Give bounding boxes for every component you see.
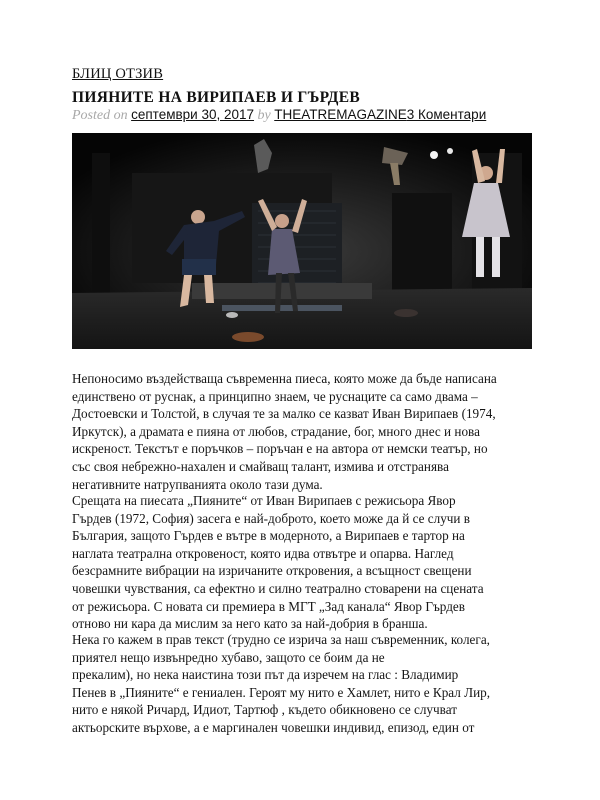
- paragraph-line: нито е някой Ричард, Идиот, Тартюф , където обикновено се случват: [72, 702, 457, 718]
- paragraph-line: приятел нещо извънредно хубаво, защото се боим да не: [72, 649, 385, 665]
- paragraph-line: Непоносимо въздействаща съвременна пиеса, която може да бъде написана: [72, 371, 497, 386]
- post-date-link[interactable]: септември 30, 2017: [131, 107, 255, 122]
- stage-scene-image: [72, 133, 532, 349]
- author-link[interactable]: THEATREMAGAZINE: [274, 107, 407, 122]
- paragraph-3: [72, 631, 532, 737]
- article-title: ПИЯНИТЕ НА ВИРИПАЕВ И ГЪРДЕВ: [72, 89, 361, 106]
- paragraph-line: наглата театрална откровеност, която идва отвътре и опарва. Наглед: [72, 545, 454, 561]
- paragraph-line: единствено от руснак, а принципно знаем, че руснаците са само двама –: [72, 388, 478, 404]
- paragraph-line: отново ни кара да мислим за него като за най-добрия в бранша.: [72, 616, 428, 632]
- paragraph-line: Иркутск), а драмата е пияна от любов, страдание, бог, много днес и нова: [72, 423, 480, 439]
- paragraph-line: Пенев в „Пияните“ е гениален. Героят му нито е Хамлет, нито е Крал Лир,: [72, 684, 491, 700]
- paragraph-line: от режисьора. С новата си премиера в МГТ „Зад канала“ Явор Гърдев: [72, 598, 465, 614]
- paragraph-line: със своя небрежно-нахален и смайващ талант, измива и отстранява: [72, 458, 449, 474]
- comments-link[interactable]: 3 Коментари: [406, 107, 487, 122]
- posted-on-label: Posted on: [72, 108, 128, 123]
- category-link[interactable]: БЛИЦ ОТЗИВ: [72, 66, 164, 82]
- by-label: by: [257, 108, 271, 123]
- paragraph-line: искреност. Текстът е поръчков – поръчан е на автора от немски театър, но: [72, 441, 488, 457]
- paragraph-line: негативните натрупванията около тази дума.: [72, 476, 323, 492]
- paragraph-line: Гърдев (1972, София) засега е най-доброто, което може да й се случи в: [72, 510, 470, 526]
- paragraph-1: [72, 370, 532, 493]
- post-meta: [72, 107, 486, 124]
- paragraph-line: човешки чувствания, са ефектно и силно театрално стоварени на сцената: [72, 580, 484, 596]
- paragraph-2: [72, 492, 532, 633]
- paragraph-line: Достоевски и Толстой, в случая те за малко се казват Иван Вирипаев (1974,: [72, 406, 496, 422]
- paragraph-line: безсрамните вибрации на изричаните откровения, а всъщност свещени: [72, 563, 472, 579]
- paragraph-line: Срещата на пиесата „Пияните“ от Иван Вирипаев с режисьора Явор: [72, 493, 456, 508]
- paragraph-line: актьорските върхове, а е маргинален човешки индивид, епизод, един от: [72, 719, 475, 735]
- article-photo: [72, 133, 532, 349]
- paragraph-line: България, защото Гърдев е вътре в модерното, а Вирипаев е тартор на: [72, 528, 465, 544]
- paragraph-line: Нека го кажем в прав текст (трудно се изрича за наш съвременник, колега,: [72, 632, 490, 647]
- paragraph-line: прекалим), но нека наистина този път да изречем на глас : Владимир: [72, 667, 459, 683]
